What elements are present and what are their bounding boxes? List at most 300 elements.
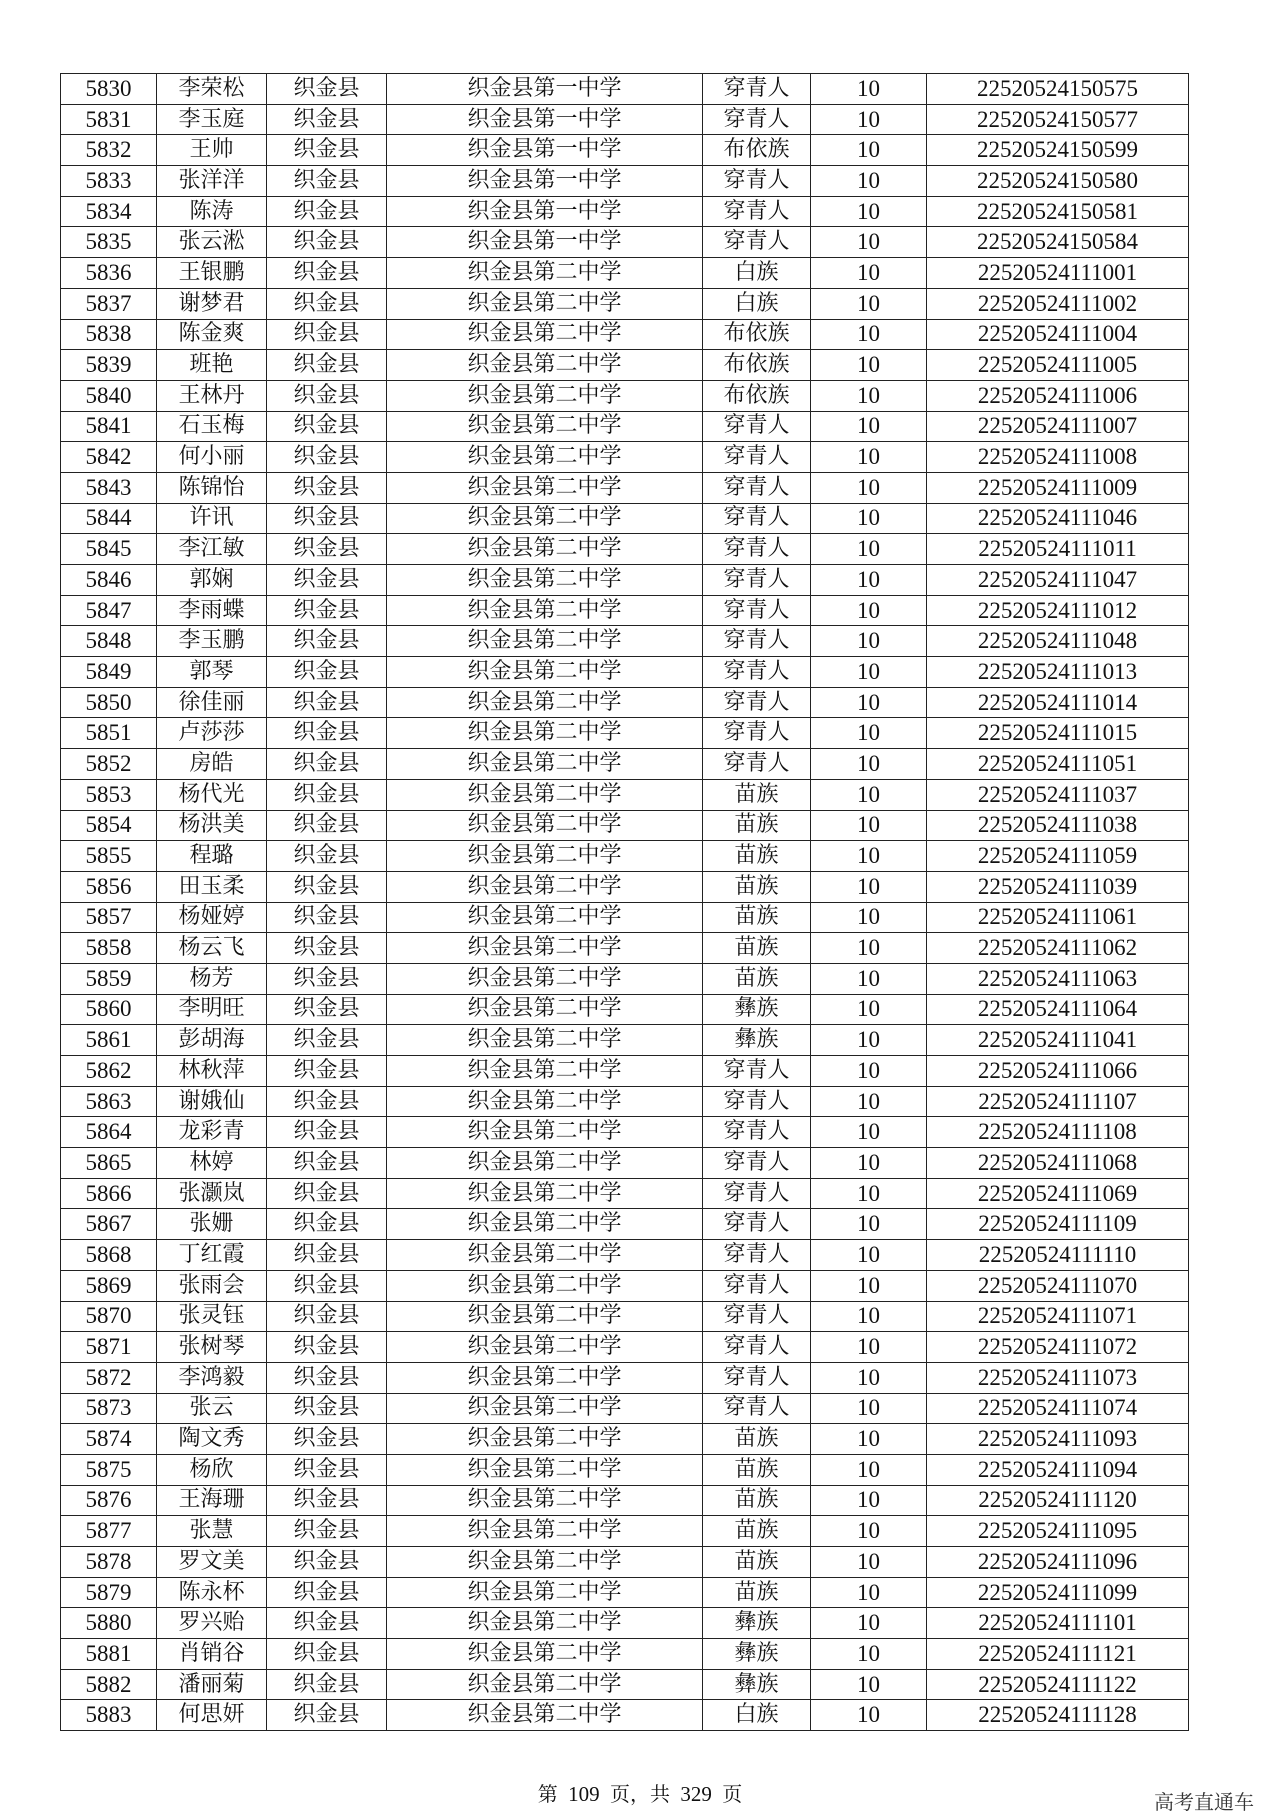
- cell-student-name: 李雨蝶: [157, 595, 267, 626]
- cell-student-name: 何思妍: [157, 1700, 267, 1731]
- cell-score: 10: [811, 472, 927, 503]
- cell-county: 织金县: [267, 380, 387, 411]
- cell-school: 织金县第二中学: [387, 503, 703, 534]
- cell-serial-number: 5851: [61, 718, 157, 749]
- cell-ethnicity: 苗族: [703, 933, 811, 964]
- cell-score: 10: [811, 595, 927, 626]
- table-row: [61, 1485, 1189, 1516]
- cell-county: 织金县: [267, 227, 387, 258]
- cell-ethnicity: 苗族: [703, 810, 811, 841]
- cell-serial-number: 5832: [61, 135, 157, 166]
- roster-body: [61, 74, 1189, 1731]
- cell-county: 织金县: [267, 1178, 387, 1209]
- cell-county: 织金县: [267, 1577, 387, 1608]
- cell-county: 织金县: [267, 350, 387, 381]
- cell-score: 10: [811, 657, 927, 688]
- cell-exam-id: 22520524111011: [927, 534, 1189, 565]
- cell-score: 10: [811, 1117, 927, 1148]
- cell-score: 10: [811, 380, 927, 411]
- cell-exam-id: 22520524111051: [927, 749, 1189, 780]
- table-row: [61, 1669, 1189, 1700]
- cell-exam-id: 22520524111109: [927, 1209, 1189, 1240]
- cell-score: 10: [811, 258, 927, 289]
- cell-student-name: 张雨会: [157, 1270, 267, 1301]
- cell-serial-number: 5840: [61, 380, 157, 411]
- cell-ethnicity: 穿青人: [703, 442, 811, 473]
- cell-county: 织金县: [267, 1516, 387, 1547]
- cell-county: 织金县: [267, 810, 387, 841]
- cell-serial-number: 5870: [61, 1301, 157, 1332]
- cell-serial-number: 5838: [61, 319, 157, 350]
- cell-school: 织金县第一中学: [387, 196, 703, 227]
- table-row: [61, 595, 1189, 626]
- cell-exam-id: 22520524111074: [927, 1393, 1189, 1424]
- cell-score: 10: [811, 626, 927, 657]
- cell-ethnicity: 彝族: [703, 1669, 811, 1700]
- cell-student-name: 张慧: [157, 1516, 267, 1547]
- cell-school: 织金县第二中学: [387, 1393, 703, 1424]
- cell-serial-number: 5878: [61, 1547, 157, 1578]
- cell-county: 织金县: [267, 319, 387, 350]
- table-row: [61, 196, 1189, 227]
- cell-serial-number: 5873: [61, 1393, 157, 1424]
- cell-student-name: 何小丽: [157, 442, 267, 473]
- cell-score: 10: [811, 1178, 927, 1209]
- cell-serial-number: 5848: [61, 626, 157, 657]
- cell-serial-number: 5871: [61, 1332, 157, 1363]
- cell-score: 10: [811, 1025, 927, 1056]
- table-row: [61, 1301, 1189, 1332]
- cell-serial-number: 5882: [61, 1669, 157, 1700]
- cell-student-name: 罗兴贻: [157, 1608, 267, 1639]
- cell-county: 织金县: [267, 472, 387, 503]
- table-row: [61, 1608, 1189, 1639]
- cell-county: 织金县: [267, 534, 387, 565]
- cell-county: 织金县: [267, 503, 387, 534]
- table-row: [61, 534, 1189, 565]
- cell-ethnicity: 白族: [703, 288, 811, 319]
- cell-serial-number: 5850: [61, 687, 157, 718]
- cell-ethnicity: 穿青人: [703, 1086, 811, 1117]
- cell-county: 织金县: [267, 657, 387, 688]
- cell-school: 织金县第一中学: [387, 104, 703, 135]
- cell-student-name: 彭胡海: [157, 1025, 267, 1056]
- table-row: [61, 1639, 1189, 1670]
- cell-exam-id: 22520524111037: [927, 779, 1189, 810]
- cell-school: 织金县第二中学: [387, 1639, 703, 1670]
- table-row: [61, 1547, 1189, 1578]
- cell-county: 织金县: [267, 1148, 387, 1179]
- cell-school: 织金县第二中学: [387, 1516, 703, 1547]
- cell-school: 织金县第二中学: [387, 1240, 703, 1271]
- cell-county: 织金县: [267, 1700, 387, 1731]
- cell-exam-id: 22520524111038: [927, 810, 1189, 841]
- table-row: [61, 411, 1189, 442]
- cell-serial-number: 5883: [61, 1700, 157, 1731]
- cell-exam-id: 22520524111107: [927, 1086, 1189, 1117]
- cell-county: 织金县: [267, 595, 387, 626]
- cell-serial-number: 5846: [61, 565, 157, 596]
- cell-exam-id: 22520524111096: [927, 1547, 1189, 1578]
- cell-score: 10: [811, 196, 927, 227]
- cell-serial-number: 5835: [61, 227, 157, 258]
- cell-score: 10: [811, 166, 927, 197]
- cell-serial-number: 5855: [61, 841, 157, 872]
- cell-school: 织金县第二中学: [387, 841, 703, 872]
- cell-exam-id: 22520524150581: [927, 196, 1189, 227]
- table-row: [61, 74, 1189, 105]
- cell-serial-number: 5880: [61, 1608, 157, 1639]
- cell-exam-id: 22520524111013: [927, 657, 1189, 688]
- cell-county: 织金县: [267, 258, 387, 289]
- cell-student-name: 石玉梅: [157, 411, 267, 442]
- cell-school: 织金县第二中学: [387, 1669, 703, 1700]
- cell-school: 织金县第二中学: [387, 1301, 703, 1332]
- cell-student-name: 谢娥仙: [157, 1086, 267, 1117]
- cell-serial-number: 5867: [61, 1209, 157, 1240]
- cell-county: 织金县: [267, 749, 387, 780]
- cell-serial-number: 5845: [61, 534, 157, 565]
- cell-score: 10: [811, 288, 927, 319]
- cell-score: 10: [811, 1362, 927, 1393]
- cell-serial-number: 5860: [61, 994, 157, 1025]
- cell-ethnicity: 穿青人: [703, 1056, 811, 1087]
- cell-ethnicity: 穿青人: [703, 687, 811, 718]
- cell-county: 织金县: [267, 442, 387, 473]
- cell-county: 织金县: [267, 74, 387, 105]
- table-row: [61, 1424, 1189, 1455]
- cell-ethnicity: 苗族: [703, 1577, 811, 1608]
- cell-exam-id: 22520524111073: [927, 1362, 1189, 1393]
- cell-student-name: 杨云飞: [157, 933, 267, 964]
- table-row: [61, 1086, 1189, 1117]
- cell-score: 10: [811, 104, 927, 135]
- cell-ethnicity: 穿青人: [703, 1148, 811, 1179]
- cell-county: 织金县: [267, 565, 387, 596]
- cell-school: 织金县第二中学: [387, 534, 703, 565]
- cell-exam-id: 22520524111006: [927, 380, 1189, 411]
- table-row: [61, 963, 1189, 994]
- cell-score: 10: [811, 503, 927, 534]
- cell-county: 织金县: [267, 1547, 387, 1578]
- cell-exam-id: 22520524111046: [927, 503, 1189, 534]
- cell-serial-number: 5830: [61, 74, 157, 105]
- cell-student-name: 张灏岚: [157, 1178, 267, 1209]
- cell-score: 10: [811, 1454, 927, 1485]
- cell-student-name: 丁红霞: [157, 1240, 267, 1271]
- cell-exam-id: 22520524111005: [927, 350, 1189, 381]
- cell-student-name: 李江敏: [157, 534, 267, 565]
- cell-exam-id: 22520524111001: [927, 258, 1189, 289]
- table-row: [61, 565, 1189, 596]
- footer-mid: 页，共: [610, 1782, 670, 1806]
- cell-county: 织金县: [267, 1301, 387, 1332]
- cell-student-name: 张姗: [157, 1209, 267, 1240]
- cell-score: 10: [811, 871, 927, 902]
- cell-ethnicity: 苗族: [703, 1424, 811, 1455]
- cell-school: 织金县第二中学: [387, 472, 703, 503]
- cell-ethnicity: 苗族: [703, 1485, 811, 1516]
- cell-county: 织金县: [267, 902, 387, 933]
- cell-school: 织金县第二中学: [387, 810, 703, 841]
- cell-score: 10: [811, 319, 927, 350]
- cell-score: 10: [811, 135, 927, 166]
- cell-county: 织金县: [267, 963, 387, 994]
- cell-school: 织金县第二中学: [387, 626, 703, 657]
- cell-ethnicity: 穿青人: [703, 1332, 811, 1363]
- cell-exam-id: 22520524111068: [927, 1148, 1189, 1179]
- cell-exam-id: 22520524111120: [927, 1485, 1189, 1516]
- cell-student-name: 杨欣: [157, 1454, 267, 1485]
- footer-prefix: 第: [537, 1782, 558, 1806]
- cell-ethnicity: 彝族: [703, 1025, 811, 1056]
- cell-serial-number: 5865: [61, 1148, 157, 1179]
- cell-score: 10: [811, 1577, 927, 1608]
- table-row: [61, 657, 1189, 688]
- cell-school: 织金县第一中学: [387, 135, 703, 166]
- cell-student-name: 龙彩青: [157, 1117, 267, 1148]
- cell-ethnicity: 穿青人: [703, 718, 811, 749]
- cell-school: 织金县第二中学: [387, 871, 703, 902]
- cell-serial-number: 5854: [61, 810, 157, 841]
- cell-serial-number: 5844: [61, 503, 157, 534]
- cell-ethnicity: 布依族: [703, 135, 811, 166]
- cell-score: 10: [811, 565, 927, 596]
- cell-serial-number: 5831: [61, 104, 157, 135]
- cell-county: 织金县: [267, 135, 387, 166]
- cell-school: 织金县第一中学: [387, 74, 703, 105]
- cell-score: 10: [811, 74, 927, 105]
- cell-county: 织金县: [267, 411, 387, 442]
- cell-student-name: 林婷: [157, 1148, 267, 1179]
- cell-student-name: 李鸿毅: [157, 1362, 267, 1393]
- cell-student-name: 杨代光: [157, 779, 267, 810]
- cell-ethnicity: 穿青人: [703, 1393, 811, 1424]
- cell-serial-number: 5875: [61, 1454, 157, 1485]
- page-footer: [0, 1778, 1280, 1807]
- cell-serial-number: 5839: [61, 350, 157, 381]
- cell-county: 织金县: [267, 1454, 387, 1485]
- cell-ethnicity: 苗族: [703, 871, 811, 902]
- cell-exam-id: 22520524111004: [927, 319, 1189, 350]
- cell-ethnicity: 苗族: [703, 902, 811, 933]
- cell-serial-number: 5834: [61, 196, 157, 227]
- cell-student-name: 肖销谷: [157, 1639, 267, 1670]
- cell-exam-id: 22520524150575: [927, 74, 1189, 105]
- cell-serial-number: 5849: [61, 657, 157, 688]
- table-row: [61, 1332, 1189, 1363]
- cell-serial-number: 5872: [61, 1362, 157, 1393]
- table-row: [61, 626, 1189, 657]
- cell-score: 10: [811, 963, 927, 994]
- cell-student-name: 卢莎莎: [157, 718, 267, 749]
- table-row: [61, 166, 1189, 197]
- roster-table: [60, 73, 1189, 1731]
- cell-score: 10: [811, 442, 927, 473]
- cell-county: 织金县: [267, 1639, 387, 1670]
- table-row: [61, 1454, 1189, 1485]
- cell-exam-id: 22520524111072: [927, 1332, 1189, 1363]
- cell-school: 织金县第二中学: [387, 1117, 703, 1148]
- cell-ethnicity: 布依族: [703, 380, 811, 411]
- cell-serial-number: 5847: [61, 595, 157, 626]
- cell-student-name: 李玉庭: [157, 104, 267, 135]
- table-row: [61, 1577, 1189, 1608]
- cell-ethnicity: 白族: [703, 258, 811, 289]
- cell-exam-id: 22520524111099: [927, 1577, 1189, 1608]
- cell-county: 织金县: [267, 687, 387, 718]
- cell-school: 织金县第二中学: [387, 258, 703, 289]
- cell-student-name: 林秋萍: [157, 1056, 267, 1087]
- cell-score: 10: [811, 779, 927, 810]
- cell-county: 织金县: [267, 1332, 387, 1363]
- cell-ethnicity: 彝族: [703, 1639, 811, 1670]
- cell-exam-id: 22520524111015: [927, 718, 1189, 749]
- cell-score: 10: [811, 1485, 927, 1516]
- cell-exam-id: 22520524111002: [927, 288, 1189, 319]
- cell-serial-number: 5833: [61, 166, 157, 197]
- cell-serial-number: 5841: [61, 411, 157, 442]
- cell-score: 10: [811, 1700, 927, 1731]
- cell-student-name: 班艳: [157, 350, 267, 381]
- cell-county: 织金县: [267, 1209, 387, 1240]
- cell-county: 织金县: [267, 166, 387, 197]
- cell-exam-id: 22520524111008: [927, 442, 1189, 473]
- table-row: [61, 380, 1189, 411]
- cell-school: 织金县第二中学: [387, 994, 703, 1025]
- cell-score: 10: [811, 1669, 927, 1700]
- cell-county: 织金县: [267, 1270, 387, 1301]
- table-row: [61, 104, 1189, 135]
- cell-student-name: 房皓: [157, 749, 267, 780]
- cell-ethnicity: 布依族: [703, 350, 811, 381]
- cell-county: 织金县: [267, 1240, 387, 1271]
- cell-student-name: 张灵钰: [157, 1301, 267, 1332]
- cell-ethnicity: 布依族: [703, 319, 811, 350]
- cell-exam-id: 22520524111101: [927, 1608, 1189, 1639]
- cell-county: 织金县: [267, 1056, 387, 1087]
- cell-exam-id: 22520524111059: [927, 841, 1189, 872]
- cell-serial-number: 5866: [61, 1178, 157, 1209]
- table-row: [61, 994, 1189, 1025]
- cell-ethnicity: 苗族: [703, 963, 811, 994]
- cell-exam-id: 22520524111121: [927, 1639, 1189, 1670]
- cell-exam-id: 22520524111047: [927, 565, 1189, 596]
- cell-school: 织金县第二中学: [387, 1700, 703, 1731]
- cell-student-name: 王帅: [157, 135, 267, 166]
- cell-exam-id: 22520524111128: [927, 1700, 1189, 1731]
- cell-ethnicity: 穿青人: [703, 749, 811, 780]
- cell-school: 织金县第二中学: [387, 595, 703, 626]
- cell-exam-id: 22520524111062: [927, 933, 1189, 964]
- table-row: [61, 1700, 1189, 1731]
- cell-county: 织金县: [267, 718, 387, 749]
- cell-county: 织金县: [267, 1485, 387, 1516]
- cell-serial-number: 5852: [61, 749, 157, 780]
- cell-school: 织金县第二中学: [387, 1056, 703, 1087]
- cell-score: 10: [811, 1301, 927, 1332]
- cell-student-name: 陈涛: [157, 196, 267, 227]
- cell-serial-number: 5857: [61, 902, 157, 933]
- cell-county: 织金县: [267, 1393, 387, 1424]
- cell-county: 织金县: [267, 196, 387, 227]
- cell-student-name: 陈金爽: [157, 319, 267, 350]
- cell-student-name: 王海珊: [157, 1485, 267, 1516]
- cell-student-name: 张云淞: [157, 227, 267, 258]
- cell-ethnicity: 苗族: [703, 1516, 811, 1547]
- cell-school: 织金县第二中学: [387, 1577, 703, 1608]
- cell-ethnicity: 穿青人: [703, 1117, 811, 1148]
- cell-county: 织金县: [267, 288, 387, 319]
- cell-exam-id: 22520524150599: [927, 135, 1189, 166]
- cell-score: 10: [811, 933, 927, 964]
- cell-score: 10: [811, 1516, 927, 1547]
- cell-ethnicity: 穿青人: [703, 411, 811, 442]
- table-row: [61, 1270, 1189, 1301]
- cell-school: 织金县第二中学: [387, 779, 703, 810]
- cell-ethnicity: 苗族: [703, 1454, 811, 1485]
- cell-county: 织金县: [267, 626, 387, 657]
- cell-school: 织金县第二中学: [387, 902, 703, 933]
- cell-score: 10: [811, 687, 927, 718]
- cell-exam-id: 22520524111108: [927, 1117, 1189, 1148]
- cell-exam-id: 22520524111110: [927, 1240, 1189, 1271]
- cell-student-name: 陈永杯: [157, 1577, 267, 1608]
- cell-serial-number: 5874: [61, 1424, 157, 1455]
- cell-exam-id: 22520524111095: [927, 1516, 1189, 1547]
- cell-exam-id: 22520524111063: [927, 963, 1189, 994]
- cell-score: 10: [811, 1148, 927, 1179]
- cell-serial-number: 5842: [61, 442, 157, 473]
- cell-score: 10: [811, 1639, 927, 1670]
- cell-score: 10: [811, 1424, 927, 1455]
- cell-score: 10: [811, 227, 927, 258]
- cell-score: 10: [811, 1056, 927, 1087]
- cell-ethnicity: 穿青人: [703, 534, 811, 565]
- cell-exam-id: 22520524111009: [927, 472, 1189, 503]
- cell-exam-id: 22520524111122: [927, 1669, 1189, 1700]
- cell-serial-number: 5859: [61, 963, 157, 994]
- table-row: [61, 472, 1189, 503]
- cell-exam-id: 22520524111007: [927, 411, 1189, 442]
- cell-ethnicity: 穿青人: [703, 227, 811, 258]
- cell-school: 织金县第二中学: [387, 350, 703, 381]
- cell-serial-number: 5869: [61, 1270, 157, 1301]
- cell-student-name: 罗文美: [157, 1547, 267, 1578]
- cell-score: 10: [811, 1547, 927, 1578]
- cell-score: 10: [811, 350, 927, 381]
- table-row: [61, 779, 1189, 810]
- table-row: [61, 1209, 1189, 1240]
- cell-serial-number: 5858: [61, 933, 157, 964]
- cell-score: 10: [811, 841, 927, 872]
- current-page-number: 109: [568, 1782, 600, 1806]
- cell-school: 织金县第二中学: [387, 1209, 703, 1240]
- cell-exam-id: 22520524111094: [927, 1454, 1189, 1485]
- cell-ethnicity: 彝族: [703, 1608, 811, 1639]
- cell-exam-id: 22520524111048: [927, 626, 1189, 657]
- cell-student-name: 陶文秀: [157, 1424, 267, 1455]
- cell-ethnicity: 穿青人: [703, 1301, 811, 1332]
- cell-student-name: 潘丽菊: [157, 1669, 267, 1700]
- cell-exam-id: 22520524111071: [927, 1301, 1189, 1332]
- cell-score: 10: [811, 411, 927, 442]
- cell-county: 织金县: [267, 994, 387, 1025]
- cell-school: 织金县第二中学: [387, 1454, 703, 1485]
- cell-student-name: 李玉鹏: [157, 626, 267, 657]
- cell-student-name: 张洋洋: [157, 166, 267, 197]
- cell-serial-number: 5881: [61, 1639, 157, 1670]
